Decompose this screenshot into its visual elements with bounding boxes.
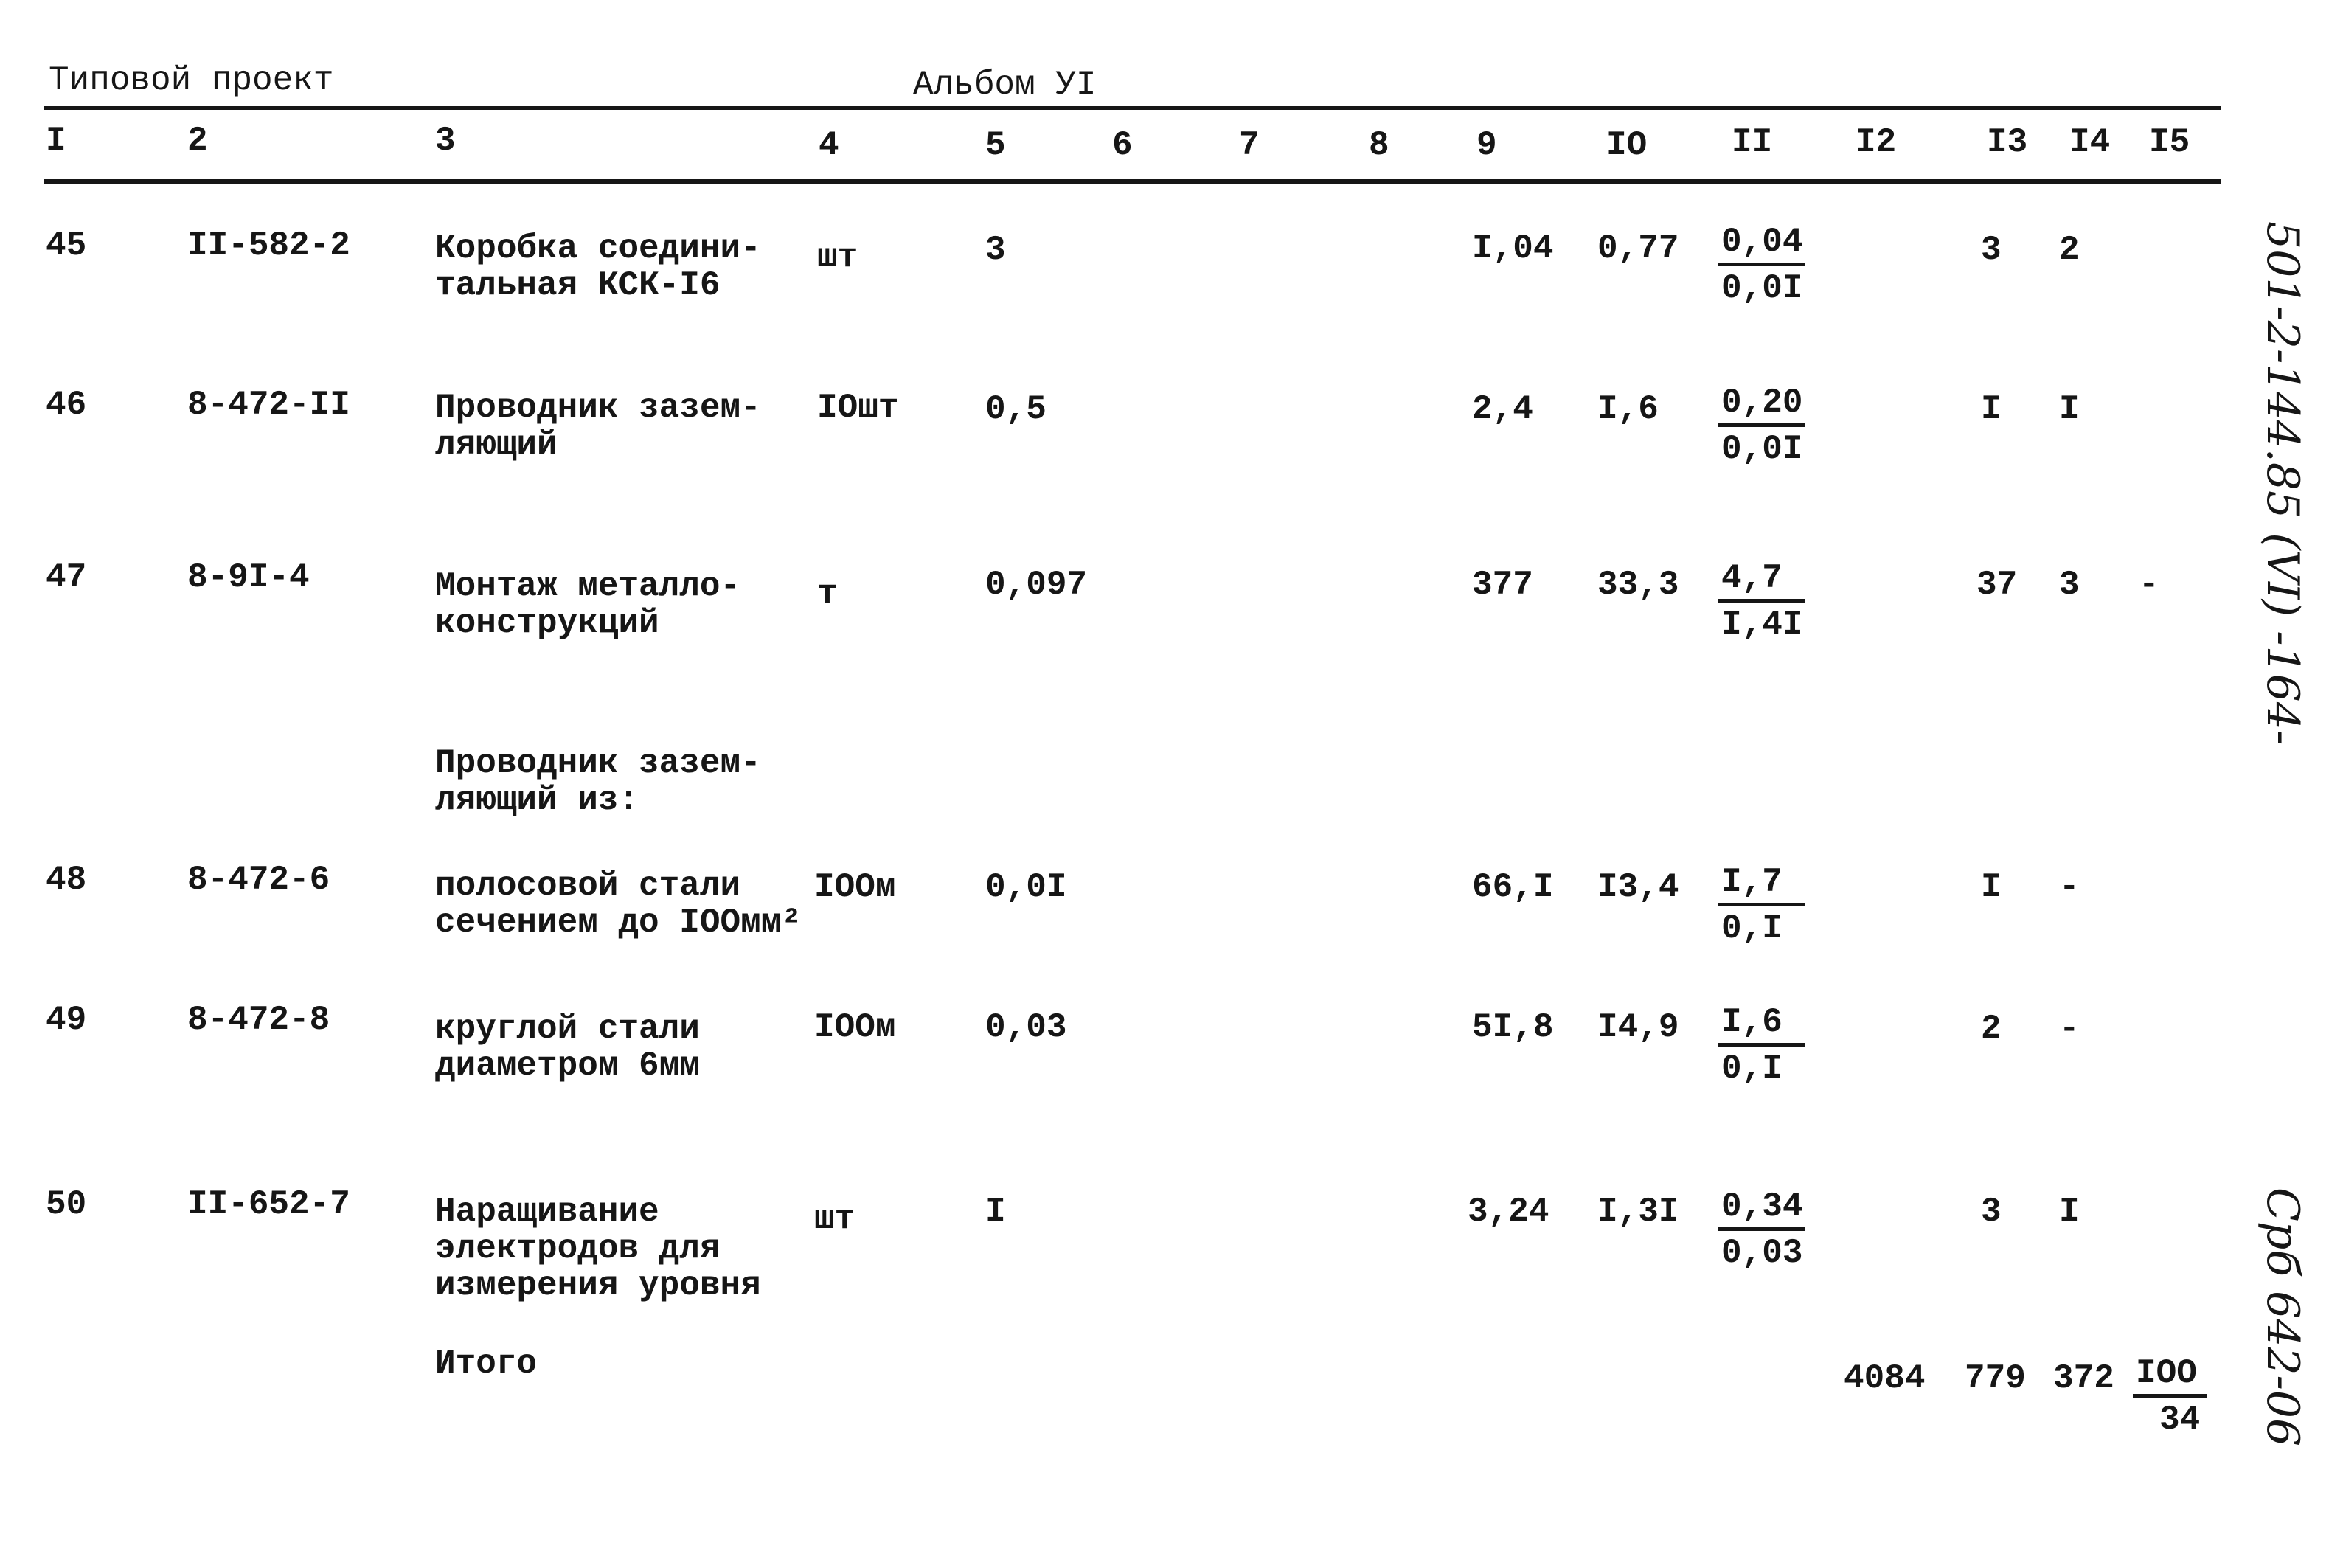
total-label: Итого bbox=[435, 1345, 538, 1383]
row-code: II-582-2 bbox=[187, 226, 350, 265]
row-col13: I bbox=[1981, 390, 2002, 429]
col-header: I5 bbox=[2149, 123, 2190, 162]
row-code: 8-472-6 bbox=[187, 861, 330, 899]
col-header: 2 bbox=[187, 122, 208, 160]
project-label: Типовой проект bbox=[49, 61, 334, 100]
row-col10: I4,9 bbox=[1597, 1008, 1679, 1047]
row-name: Коробка соедини- тальная КСК-I6 bbox=[435, 229, 761, 305]
row-unit: IООм bbox=[814, 868, 896, 906]
row-col11-fraction bbox=[1718, 558, 1814, 647]
row-col13: 2 bbox=[1981, 1010, 2002, 1048]
row-number: 48 bbox=[46, 861, 87, 899]
fraction-numerator: I,6 bbox=[1721, 1003, 1783, 1041]
row-unit: IООм bbox=[814, 1008, 896, 1047]
row-name: Проводник зазем- ляющий bbox=[435, 389, 761, 464]
margin-note-upper: 501-2-144.85 (VI) -164- bbox=[2257, 221, 2308, 746]
fraction-denominator: 0,0I bbox=[1721, 430, 1803, 468]
col-header: 3 bbox=[435, 122, 456, 160]
row-code: 8-9I-4 bbox=[187, 558, 310, 597]
row-col11-fraction bbox=[1718, 382, 1814, 471]
row-col13: 37 bbox=[1976, 566, 2018, 604]
row-col9: 3,24 bbox=[1468, 1193, 1549, 1231]
row-qty: 0,03 bbox=[985, 1008, 1067, 1047]
fraction-denominator: I,4I bbox=[1721, 606, 1803, 644]
row-unit: т bbox=[817, 575, 838, 613]
fraction-denominator: 34 bbox=[2159, 1401, 2201, 1439]
col-header: II bbox=[1732, 123, 1773, 162]
row-col14: 2 bbox=[2059, 231, 2080, 269]
row-number: 49 bbox=[46, 1001, 87, 1039]
row-number: 45 bbox=[46, 226, 87, 265]
col-header: 8 bbox=[1369, 126, 1389, 164]
row-qty: I bbox=[985, 1193, 1006, 1231]
col-header: IO bbox=[1606, 126, 1648, 164]
row-name: Монтаж металло- конструкций bbox=[435, 567, 741, 642]
row-col14: I bbox=[2059, 1193, 2080, 1231]
row-col14: 3 bbox=[2059, 566, 2080, 604]
col-header: 4 bbox=[819, 126, 839, 164]
fraction-numerator: I,7 bbox=[1721, 863, 1783, 901]
total-col15-fraction bbox=[2133, 1353, 2221, 1442]
album-label: Альбом УI bbox=[913, 66, 1097, 104]
row-code: 8-472-II bbox=[187, 386, 350, 424]
row-col11-fraction bbox=[1718, 1186, 1814, 1275]
fraction-denominator: 0,0I bbox=[1721, 269, 1803, 308]
row-qty: 0,5 bbox=[985, 390, 1046, 429]
row-code: II-652-7 bbox=[187, 1185, 350, 1224]
fraction-numerator: 0,20 bbox=[1721, 384, 1803, 422]
fraction-numerator: 0,04 bbox=[1721, 223, 1803, 261]
fraction-denominator: 0,I bbox=[1721, 1050, 1783, 1088]
row-col10: I,6 bbox=[1597, 390, 1659, 429]
col-header: I bbox=[46, 122, 66, 160]
header-bottom-rule bbox=[44, 179, 2221, 184]
col-header: 6 bbox=[1112, 126, 1133, 164]
row-col14: - bbox=[2059, 1010, 2080, 1048]
row-col9: 66,I bbox=[1472, 868, 1554, 906]
row-qty: 3 bbox=[985, 231, 1006, 269]
row-number: 47 bbox=[46, 558, 87, 597]
fraction-numerator: 0,34 bbox=[1721, 1187, 1803, 1226]
header-top-rule bbox=[44, 106, 2221, 110]
col-header: I2 bbox=[1856, 123, 1897, 162]
col-header: 5 bbox=[985, 126, 1006, 164]
row-qty: 0,097 bbox=[985, 566, 1088, 604]
row-col11-fraction bbox=[1718, 861, 1814, 951]
fraction-denominator: 0,03 bbox=[1721, 1234, 1803, 1272]
total-col13: 779 bbox=[1965, 1359, 2026, 1398]
total-col12: 4084 bbox=[1844, 1359, 1926, 1398]
row-col10: 0,77 bbox=[1597, 229, 1679, 268]
col-header: I3 bbox=[1987, 123, 2028, 162]
row-unit: шт bbox=[814, 1200, 855, 1238]
row-unit: шт bbox=[817, 238, 858, 277]
row-col15: - bbox=[2139, 566, 2159, 604]
row-col14: I bbox=[2059, 390, 2080, 429]
row-number: 50 bbox=[46, 1185, 87, 1224]
row-name: полосовой стали сечением до IООмм² bbox=[435, 867, 802, 942]
fraction-numerator: IОО bbox=[2136, 1354, 2197, 1392]
row-col9: 5I,8 bbox=[1472, 1008, 1554, 1047]
row-col9: I,04 bbox=[1472, 229, 1554, 268]
row-code: 8-472-8 bbox=[187, 1001, 330, 1039]
row-unit: IОшт bbox=[817, 389, 899, 427]
col-header: I4 bbox=[2069, 123, 2111, 162]
total-col14: 372 bbox=[2053, 1359, 2114, 1398]
row-col13: 3 bbox=[1981, 231, 2002, 269]
row-col13: 3 bbox=[1981, 1193, 2002, 1231]
row-col10: I,3I bbox=[1597, 1193, 1679, 1231]
margin-note-lower: Срб 642-06 bbox=[2257, 1187, 2308, 1447]
row-number: 46 bbox=[46, 386, 87, 424]
row-col11-fraction bbox=[1718, 1002, 1814, 1091]
col-header: 7 bbox=[1239, 126, 1260, 164]
row-col11-fraction bbox=[1718, 221, 1814, 311]
row-col9: 2,4 bbox=[1472, 390, 1533, 429]
row-qty: 0,0I bbox=[985, 868, 1067, 906]
row-col13: I bbox=[1981, 868, 2002, 906]
row-name: Наращивание электродов для измерения уровня bbox=[435, 1193, 761, 1305]
fraction-denominator: 0,I bbox=[1721, 909, 1783, 948]
fraction-numerator: 4,7 bbox=[1721, 559, 1783, 597]
row-name: круглой стали диаметром 6мм bbox=[435, 1010, 700, 1085]
row-col9: 377 bbox=[1472, 566, 1533, 604]
row-col10: I3,4 bbox=[1597, 868, 1679, 906]
row-name: Проводник зазем- ляющий из: bbox=[435, 744, 761, 819]
row-col14: - bbox=[2059, 868, 2080, 906]
row-col10: 33,3 bbox=[1597, 566, 1679, 604]
col-header: 9 bbox=[1476, 126, 1497, 164]
